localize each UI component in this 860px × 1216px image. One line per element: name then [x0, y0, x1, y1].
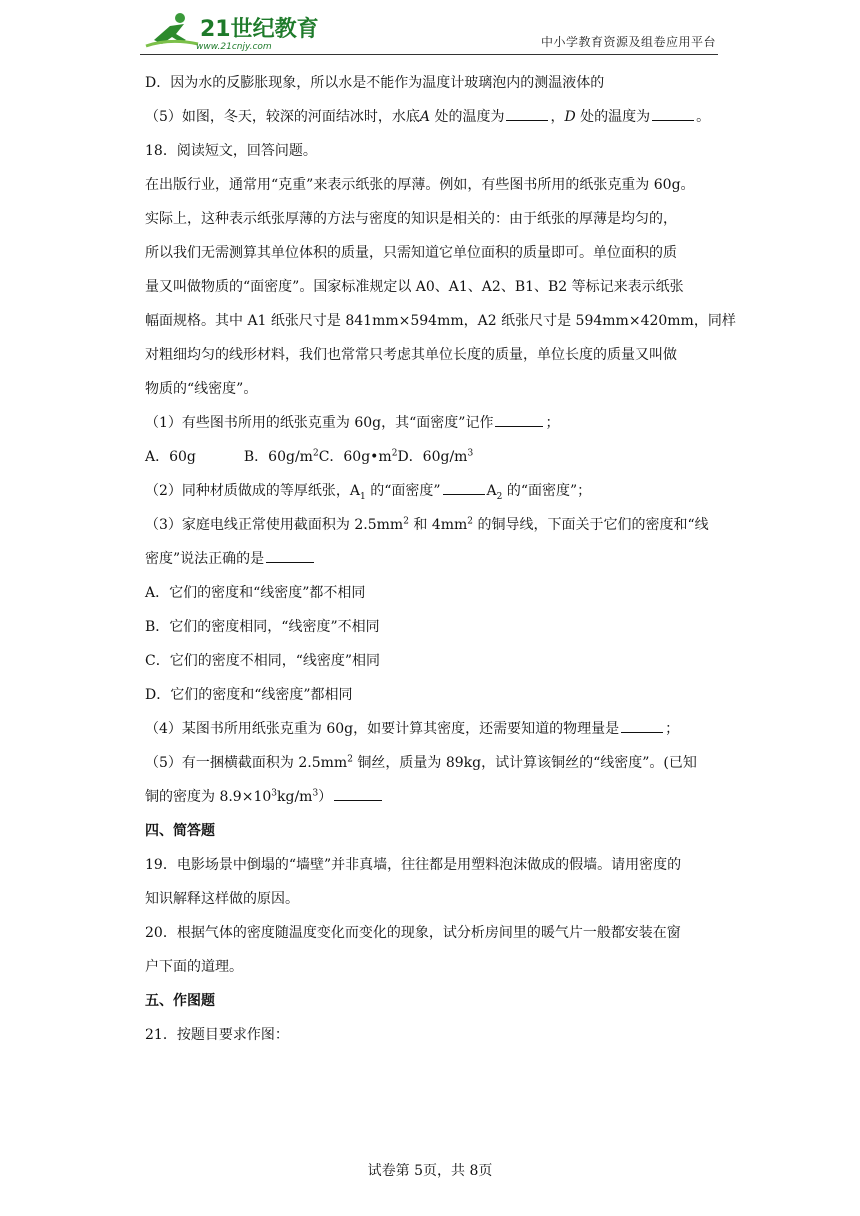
q18-sub3-option: D．它们的密度和“线密度”都相同 [145, 687, 353, 703]
q18-sub4: （4）某图书所用纸张克重为 60g，如要计算其密度，还需要知道的物理量是 ； [145, 712, 720, 746]
section-5-title: 五、作图题 [145, 993, 215, 1009]
q18-title: 18．阅读短文，回答问题。 [145, 143, 317, 159]
q18-sub3-cont: 密度”说法正确的是 [145, 542, 720, 576]
platform-name: 中小学教育资源及组卷应用平台 [540, 35, 716, 49]
answer-blank[interactable] [266, 548, 314, 563]
page-header [140, 8, 718, 55]
q19-line: 知识解释这样做的原因。 [145, 891, 299, 907]
q20-line: 户下面的道理。 [145, 959, 243, 975]
21cnjy-logo [140, 10, 320, 52]
answer-blank[interactable] [652, 106, 694, 121]
q18-para-line: 量又叫做物质的“面密度”。国家标准规定以 A0、A1、A2、B1、B2 等标记来表示纸张 [145, 279, 684, 295]
answer-blank[interactable] [334, 786, 382, 801]
q19-line: 19．电影场景中倒塌的“墙壁”并非真墙，往往都是用塑料泡沫做成的假墙。请用密度的 [145, 857, 682, 873]
section-4-title: 四、简答题 [145, 823, 215, 839]
exam-content [145, 66, 736, 1052]
q18-para-line: 对粗细均匀的线形材料，我们也常常只考虑其单位长度的质量，单位长度的质量又叫做 [145, 347, 677, 363]
q18-para-line: 物质的“线密度”。 [145, 381, 258, 397]
answer-blank[interactable] [495, 412, 543, 427]
option-d: D．$60g/m^3$ [397, 448, 474, 465]
q18-sub5: （5）有一捆横截面积为 $2.5mm^2$ 铜丝，质量为 89kg，试计算该铜丝的“线密度”。(已知 [145, 754, 697, 771]
q21-line: 21．按题目要求作图： [145, 1027, 289, 1043]
answer-blank[interactable] [621, 718, 663, 733]
q18-sub3-option: A．它们的密度和“线密度”都不相同 [145, 585, 366, 601]
runner-icon [146, 13, 198, 46]
q18-sub1: （1）有些图书所用的纸张克重为 60g，其“面密度”记作 ； [145, 406, 720, 440]
logo-text: 21世纪教育 [200, 17, 319, 42]
answer-blank[interactable] [506, 106, 548, 121]
q20-line: 20．根据气体的密度随温度变化而变化的现象，试分析房间里的暖气片一般都安装在窗 [145, 925, 681, 941]
logo-url: www.21cnjy.com [196, 42, 272, 52]
q18-sub3: （3）家庭电线正常使用截面积为 $2.5mm^2$ 和 $4mm^2$ 的铜导线，下面关于它们的密度和“线 [145, 516, 709, 533]
q18-sub3-option: B．它们的密度相同，“线密度”不相同 [145, 619, 380, 635]
option-b: B．$60g/m^2$ [243, 448, 319, 465]
q18-sub3-option: C．它们的密度不相同，“线密度”相同 [145, 653, 381, 669]
option-c: C．$60g•m^2$ [318, 448, 398, 465]
q18-para-line: 在出版行业，通常用“克重”来表示纸张的厚薄。例如，有些图书所用的纸张克重为 60g。 [145, 177, 695, 193]
q18-para-line: 所以我们无需测算其单位体积的质量，只需知道它单位面积的质量即可。单位面积的质 [145, 245, 677, 261]
answer-blank[interactable] [443, 480, 485, 495]
q18-sub2: （2）同种材质做成的等厚纸张，$A_1$ 的“面密度” $A_2$ 的“面密度”； [145, 474, 720, 508]
q18-para-line: 实际上，这种表示纸张厚薄的方法与密度的知识是相关的：由于纸张的厚薄是均匀的， [145, 211, 677, 227]
option-a: A．60g [145, 449, 196, 465]
q18-para-line: 幅面规格。其中 A1 纸张尺寸是 841mm×594mm，A2 纸张尺寸是 594mm×420mm，同样 [145, 313, 736, 329]
q18-sub1-options [145, 440, 720, 474]
page-footer: 试卷第 5页，共 8页 [367, 1163, 493, 1179]
q17-option-d: D．因为水的反膨胀现象，所以水是不能作为温度计玻璃泡内的测温液体的 [145, 75, 605, 91]
q17-part5: （5）如图，冬天，较深的河面结冰时，水底A 处的温度为 ，D 处的温度为 。 [145, 100, 720, 134]
q18-sub5-cont: 铜的密度为 $8.9\times 10^3kg/m^3$） [145, 780, 720, 814]
